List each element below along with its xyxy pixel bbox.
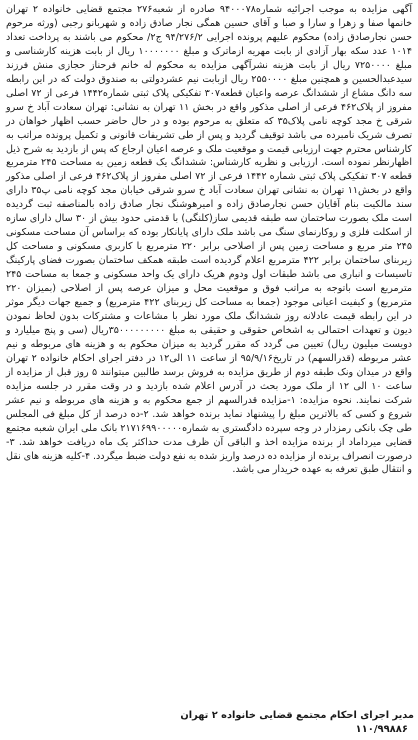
notice-body-text: آگهی مزایده به موجب اجرائیه شماره۹۴۰۰۰۷۸ صادره از شعبه۲۷۶ مجتمع قضایی خانواده ۲ تهران خانمها صفا و زهرا و سارا و صبا و آقای حسین همگی نجار صادق زاده و شهربانو رجبی (ورثه مرحوم حسن نجارصادق زاده) محکوم علیهم پرونده اجرایی ۹۴/۲۷۶/۲ ج۲/ محکوم می باشند به پرداخت تعداد ۱۰۱۴ عدد سکه بهار آزادی از بابت مهریه ازماترک و مبلغ ۱۰۰۰۰۰۰۰ ریال از بابت هزینه کارشناسی و مبلغ ۷۲۵۰۰۰۰ ریال از بابت هزینه نشرآگهی مزایده به محکوم له خانم فرحناز حجازی منش فرزند سیدعبدالحسین و همچنین مبلغ ۲۵۵۰۰۰۰ ریال ازبابت نیم عشردولتی به صندوق دولت که در این رابطه سه دانگ مشاع از ششدانگ عرصه واعیان قطعه۳۰۷ تفکیکی پلاک ثبتی شماره۱۴۴۲ فرعی از ۷۲ اصلی مفروز از پلاک۴۶۲ فرعی از اصلی مذکور واقع در بخش ۱۱ تهران به نشانی: تهران سعادت آباد خ سرو شرقی خ مجد کوچه نامی پلاک۳۵ که متعلق به مرحوم بوده و در حال حاضر حسب اظهار خواهان در تصرف شریک نامبرده می باشد توقیف گردید و پس از طی تشریفات قانونی و تکمیل پرونده مراتب به کارشناس محترم جهت ارزیابی قیمت و موقعیت ملک و عرصه اعیان ارجاع که پس از بازدید به شرح ذیل اظهارنظر نموده است. ارزیابی و نظریه کارشناس: ششدانگ یک قطعه زمین به مساحت ۲۴۵ مترمربع قطعه ۳۰۷ تفکیکی پلاک ثبتی شماره ۱۴۴۲ فرعی از ۷۲ اصلی مفروز از پلاک۴۶۲ فرعی از اصلی مذکور واقع در بخش۱۱ تهران به نشانی تهران سعادت آباد خ سرو شرقی خیابان مجد کوچه نامی پ۳۵ دارای سند مالکیت بنام آقایان حسن نجارصادق زاده و امیرهوشنگ نجار صادق زاده بالمناصفه ثبت گردیده است ملک بصورت ساختمان سه طبقه قدیمی ساز(کلنگی) با قدمتی حدود بیش از ۳۰ سال دارای سازه از اسکلت فلزی و روکارنمای سنگ می باشد ملک دارای پایانکار بوده که براساس آن مساحت مسکونی ۲۴۵ متر مربع و مساحت زمین پس از اصلاحی برابر ۲۲۰ مترمربع با کاربری مسکونی و مساحت کل زیربنای ساختمان برابر ۴۲۲ مترمربع اعلام گردیده است طبقه همکف ساختمان بصورت فضای پارکینگ تاسیسات و انباری می باشد طبقات اول ودوم هریک دارای یک واحد مسکونی و جمعا به مساحت ۲۴۵ مترمربع است باتوجه به مراتب فوق و موقعیت محل و میزان عرصه پس از اصلاحی (بمیزان ۲۲۰ مترمربع) و کیفیت اعیانی موجود (جمعا به مساحت کل زیربنای ۴۲۲ مترمربع) و جمیع جهات دیگر موثر در این رابطه قیمت عادلانه روز ششدانگ ملک مورد نظر با مشاعات و مشترکات بدون لحاظ نمودن دیون و تعهدات احتمالی به اشخاص حقوقی و حقیقی به مبلغ ۳۵۰۰۰۰۰۰۰۰۰ریال (سی و پنج میلیارد و دویست میلیون ریال) تعیین می گردد که مقرر گردید به میزان محکوم به و هزینه های مربوطه و نیم عشر مربوطه (قدرالسهم) در تاریخ۹۵/۹/۱۶ از ساعت ۱۱ الی۱۲ در دفتر اجرای احکام خانواده ۲ تهران واقع در میدان ونک طبقه دوم از طریق مزایده به فروش برسد طالبین میتوانند ۵ روز قبل از مزایده از ساعت ۱۰ الی ۱۲ از ملک مورد بحث در آدرس اعلام شده بازدید و در وقت مقرر در جلسه مزایده شرکت نمایند. نحوه مزایده: ۱-مزایده قدرالسهم از جمع محکوم به و هزینه های مربوطه و نیم عشر شروع و کسی که بالاترین مبلغ را پیشنهاد نماید برنده خواهد شد. ۲-ده درصد از کل مبلغ فی المجلس طی چک بانکی رمزدار در وجه سپرده دادگستری به شماره۲۱۷۱۶۹۹۰۰۰۰۰ بانک ملی ایران شعبه مجتمع قضایی میرداماد از برنده مزایده اخذ و الباقی آن ظرف مدت حداکثر یک ماه دریافت خواهد شد. ۳-درصورت انصراف برنده از مزایده ده درصد واریز شده به نفع دولت ضبط میگردد. ۴-کلیه هزینه های نقل و انتقال طبق تعرفه به عهده خریدار می باشد. [6, 4, 412, 476]
notice-reference-code: ۱۱۰/۹۹۸۸۶ [355, 724, 408, 736]
notice-signature: مدیر اجرای احکام مجتمع قضایی خانواده ۲ تهران [180, 710, 414, 722]
auction-notice [4, 3, 414, 737]
